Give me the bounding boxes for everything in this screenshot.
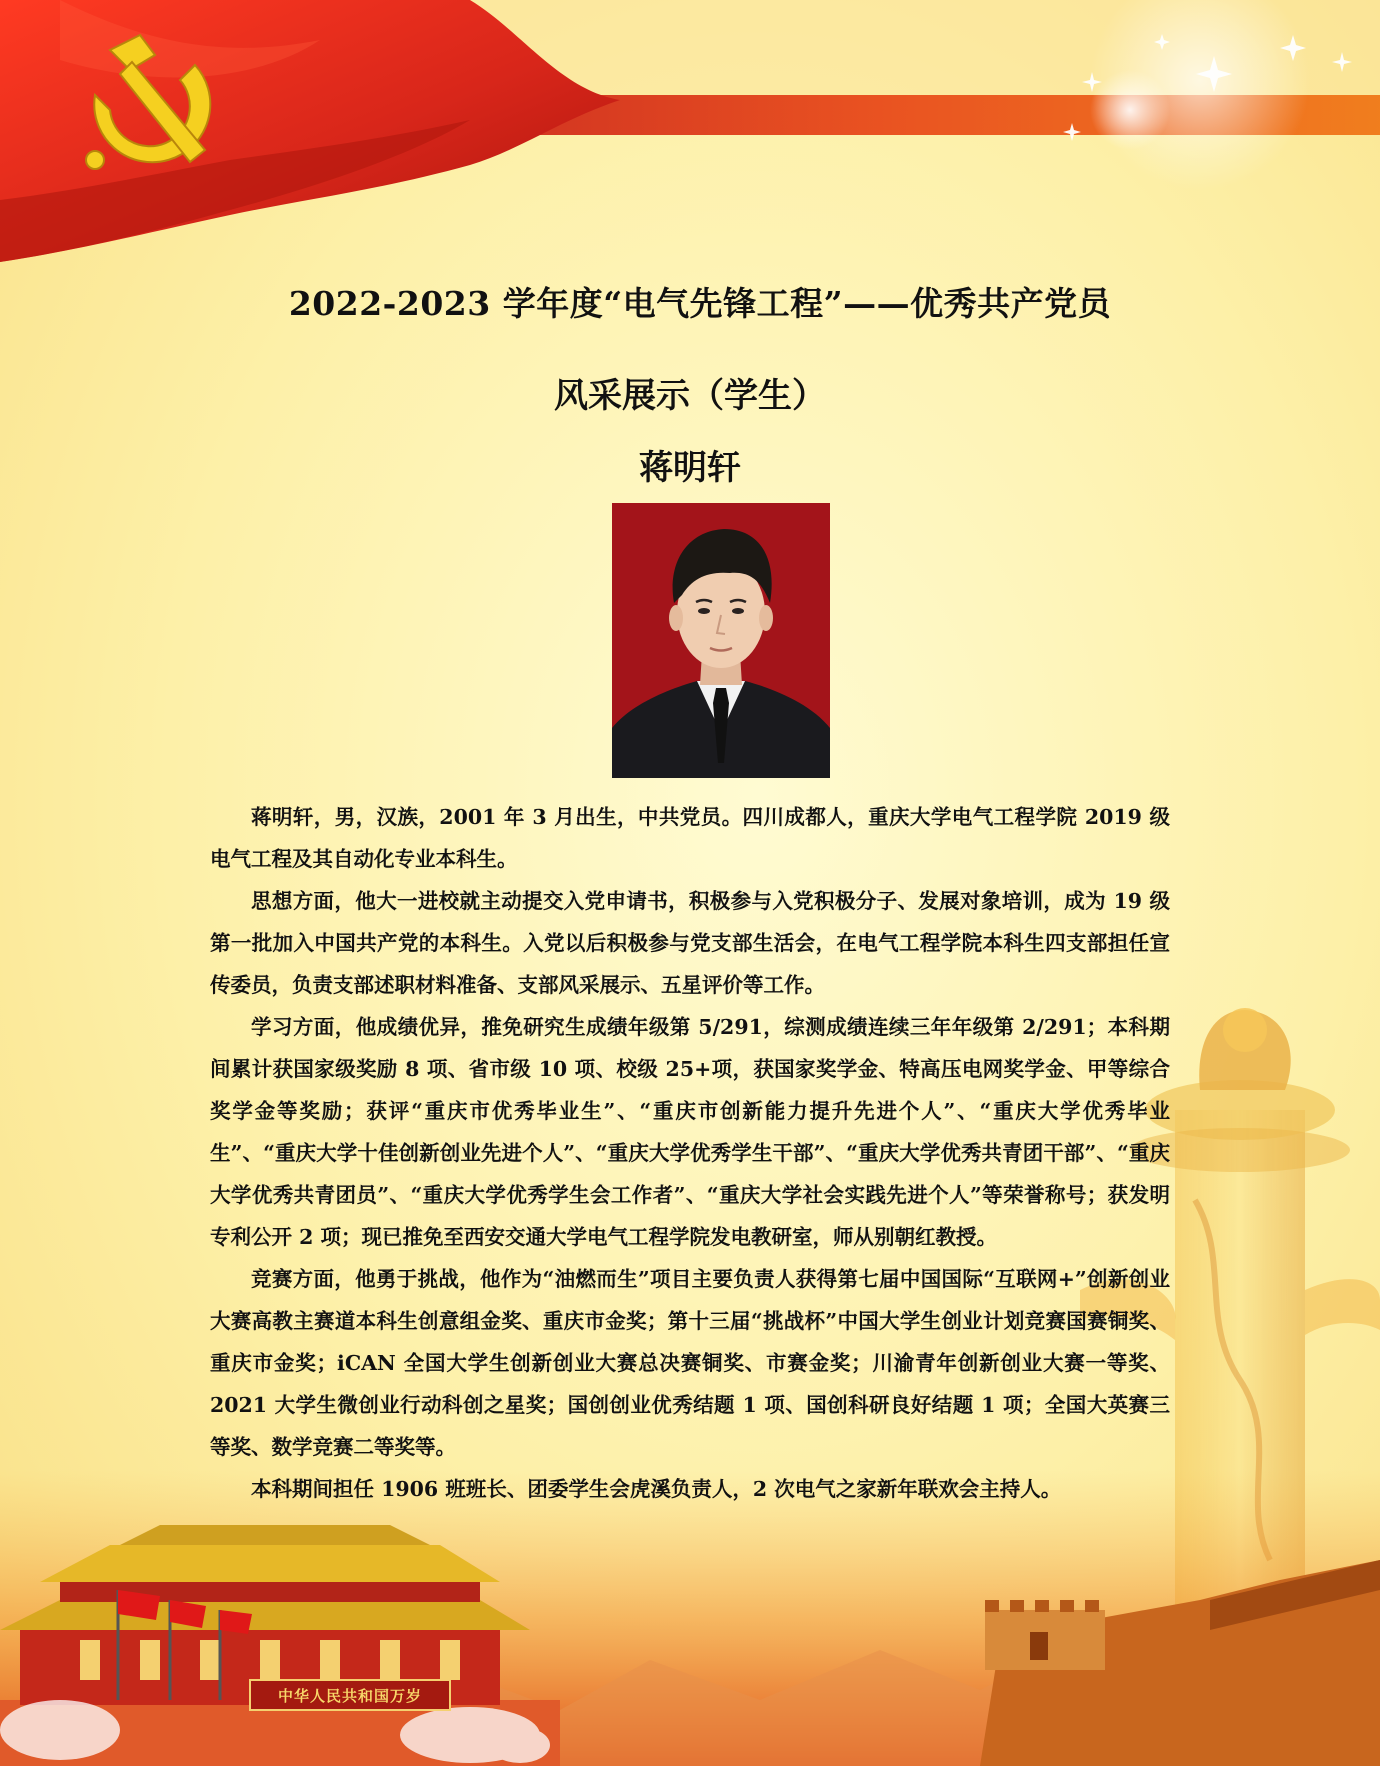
- paragraph-intro: 蒋明轩，男，汉族，2001 年 3 月出生，中共党员。四川成都人，重庆大学电气工程学院 2019 级电气工程及其自动化专业本科生。: [210, 805, 1170, 871]
- page-title: 2022-2023 学年度“电气先锋工程”——优秀共产党员: [288, 284, 1112, 323]
- paragraph-study: 学习方面，他成绩优异，推免研究生成绩年级第 5/291，综测成绩连续三年年级第 2/291；本科期间累计获国家级奖励 8 项、省市级 10 项、校级 25+项，获国家奖学金、特高压电网奖学金、甲等综合奖学金等奖励；获评“重庆市优秀毕业生”、“重庆市创新能力提升先进个人”、“重庆大学优秀毕业生”、“重庆大学十佳创新创业先进个人”、“重庆大学优秀学生干部”、“重庆大学优秀共青团干部”、“重庆大学优秀共青团员”、“重庆大学优秀学生会工作者”、“重庆大学社会实践先进个人”等荣誉称号；获发明专利公开 2 项；现已推免至西安交通大学电气工程学院发电教研室，师从别朝红教授。: [210, 1015, 1170, 1249]
- portrait-photo: [612, 503, 830, 778]
- portrait-icon: [612, 503, 830, 778]
- person-name: 蒋明轩: [639, 448, 741, 488]
- paragraph-ideology: 思想方面，他大一进校就主动提交入党申请书，积极参与入党积极分子、发展对象培训，成为 19 级第一批加入中国共产党的本科生。入党以后积极参与党支部生活会，在电气工程学院本科生四支部担任宣传委员，负责支部述职材料准备、支部风采展示、五星评价等工作。: [210, 889, 1170, 997]
- tiananmen-banner: 中华人民共和国万岁: [277, 1687, 422, 1705]
- paragraph-positions: 本科期间担任 1906 班班长、团委学生会虎溪负责人，2 次电气之家新年联欢会主持人。: [251, 1477, 1062, 1501]
- paragraph-competition: 竞赛方面，他勇于挑战，他作为“油燃而生”项目主要负责人获得第七届中国国际“互联网+”创新创业大赛高教主赛道本科生创意组金奖、重庆市金奖；第十三届“挑战杯”中国大学生创业计划竞赛国赛铜奖、重庆市金奖；iCAN 全国大学生创新创业大赛总决赛铜奖、市赛金奖；川渝青年创新创业大赛一等奖、2021 大学生微创业行动科创之星奖；国创创业优秀结题 1 项、国创科研良好结题 1 项；全国大英赛三等奖、数学竞赛二等奖等。: [210, 1267, 1170, 1459]
- biography: [210, 796, 1170, 1510]
- page-subtitle: 风采展示（学生）: [554, 376, 826, 416]
